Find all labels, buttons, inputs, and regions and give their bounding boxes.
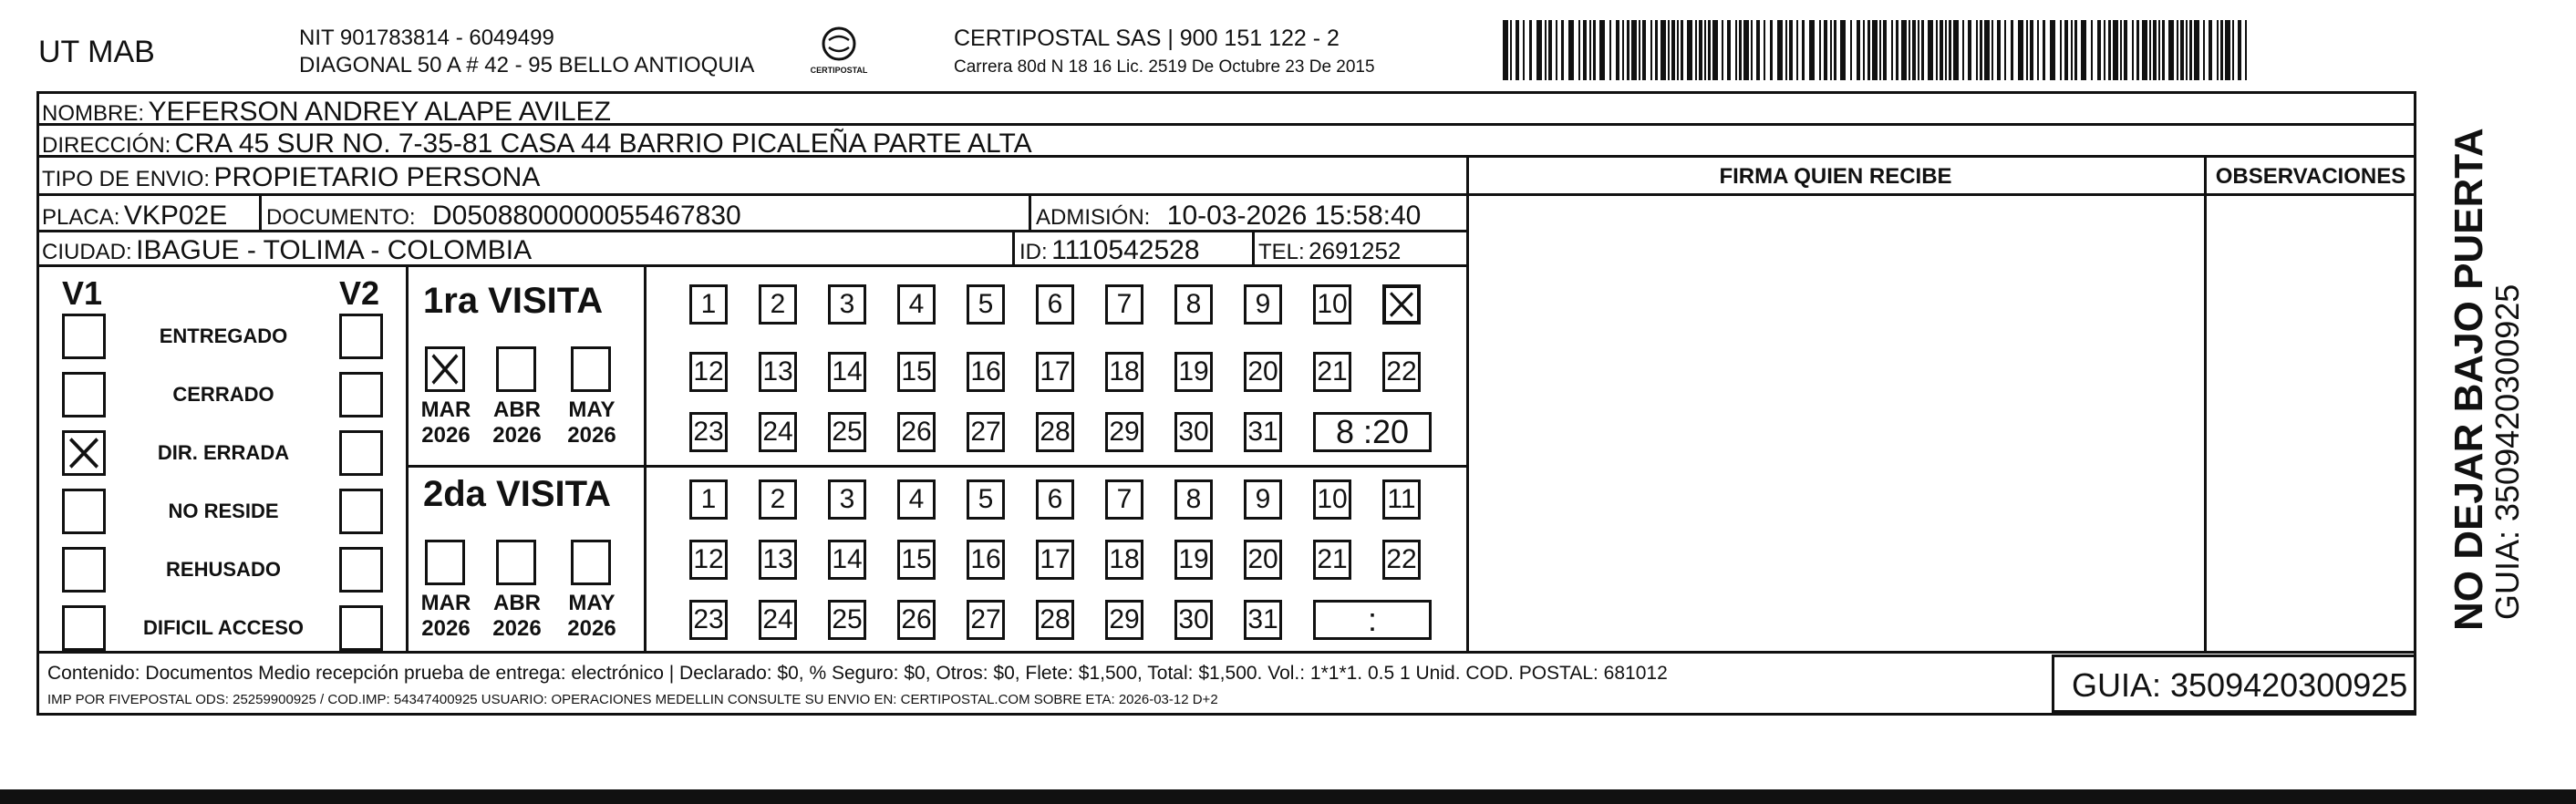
day-box[interactable] [897,479,936,520]
day-number: 17 [1040,356,1071,387]
day-number: 29 [1109,417,1140,447]
day-box[interactable] [967,284,1005,325]
day-box[interactable] [1174,412,1213,452]
month-year: 2026 [492,423,542,448]
day-box[interactable] [1244,479,1282,520]
day-number: 12 [693,356,724,387]
status-label: REHUSADO [166,558,281,581]
certipostal-logo [810,26,868,77]
sender-address: DIAGONAL 50 A # 42 - 95 BELLO ANTIOQUIA [299,53,755,77]
recipient-address: CRA 45 SUR NO. 7-35-81 CASA 44 BARRIO PICALEÑA PARTE ALTA [174,129,1032,159]
day-number: 15 [901,544,932,574]
day-number: 11 [1387,484,1416,514]
day-box[interactable] [1105,284,1143,325]
send-type: PROPIETARIO PERSONA [213,162,541,192]
day-box[interactable] [1244,412,1282,452]
month-checkbox[interactable] [496,540,536,585]
day-box[interactable] [1174,540,1213,580]
day-box[interactable] [689,352,728,392]
document: D0508800000055467830 [432,201,741,231]
footer-guide-number: GUIA: 3509420300925 [2072,666,2408,704]
day-box[interactable] [689,284,728,325]
day-box[interactable] [759,352,797,392]
day-number: 6 [1047,289,1063,319]
v1-checkbox[interactable] [62,314,106,359]
month-checkbox[interactable] [571,346,611,392]
status-label: DIFICIL ACCESO [142,616,304,639]
nit: NIT 901783814 - 6049499 [299,26,554,50]
day-number: 18 [1109,356,1140,387]
day-box[interactable] [1382,352,1421,392]
print-info: IMP POR FIVEPOSTAL ODS: 25259900925 / COD.IMP: 54347400925 USUARIO: OPERACIONES MEDELLIN CONSULTE SU ENVIO EN: CERTIPOSTAL.COM SOBRE ETA: 2026-03-12 D+2 [47,692,1218,707]
v2-checkbox[interactable] [339,430,383,476]
day-number: 25 [832,604,863,634]
name-label: NOMBRE: [42,101,145,126]
day-box[interactable] [1036,284,1074,325]
status-label: NO RESIDE [168,500,279,522]
status-label: CERRADO [172,383,274,406]
side-labels [2416,109,2562,638]
v2-checkbox[interactable] [339,489,383,534]
day-box[interactable] [1313,479,1351,520]
day-box[interactable] [1313,284,1351,325]
day-box[interactable] [1244,284,1282,325]
day-box[interactable] [1313,352,1351,392]
v2-header: V2 [339,274,380,312]
day-number: 12 [693,544,724,574]
month-checkbox[interactable] [425,346,465,392]
day-box[interactable] [897,284,936,325]
month-label: ABR [493,591,541,615]
day-number: 13 [762,544,793,574]
day-number: 13 [762,356,793,387]
day-box[interactable] [1036,540,1074,580]
visit2-title: 2da VISITA [423,474,611,514]
id-row [1019,237,1200,264]
day-number: 3 [839,484,855,514]
observations-header: OBSERVACIONES [2215,164,2406,189]
day-number: 27 [970,417,1001,447]
month-label: MAY [568,591,616,615]
month-label: MAY [568,397,616,422]
day-box[interactable] [967,540,1005,580]
day-number: 5 [978,289,994,319]
content-declaration: Contenido: Documentos Medio recepción prueba de entrega: electrónico | Declarado: $0, % Seguro: $0, Otros: $0, Flete: $1,500, Total: $1,500. Vol.: 1*1*1. 0.5 1 Unid. COD. POSTAL: 681012 [47,663,1668,684]
tel-number: 2691252 [1309,237,1402,264]
side-guide-number: GUIA: 3509420300925 [2488,283,2526,620]
time-box[interactable]: 8 :20 [1313,412,1432,452]
month-label: ABR [493,397,541,422]
day-number: 19 [1178,356,1209,387]
day-box[interactable] [1036,412,1074,452]
document-row [266,202,741,230]
v2-checkbox[interactable] [339,605,383,651]
day-box[interactable] [1174,352,1213,392]
day-number: 2 [770,289,786,319]
day-box[interactable] [897,540,936,580]
day-box[interactable] [1036,352,1074,392]
day-number: 8 [1185,484,1202,514]
v2-checkbox[interactable] [339,372,383,417]
month-checkbox[interactable] [571,540,611,585]
day-number: 14 [832,356,863,387]
month-year: 2026 [567,616,616,641]
day-box[interactable] [828,284,866,325]
day-number: 9 [1255,289,1271,319]
day-box[interactable] [689,540,728,580]
day-box[interactable] [1244,352,1282,392]
day-number: 8 [1185,289,1202,319]
status-label: ENTREGADO [159,325,288,347]
day-number: 17 [1040,544,1071,574]
day-number: 23 [693,604,724,634]
day-number: 7 [1116,484,1133,514]
day-number: 16 [970,544,1001,574]
day-box[interactable] [828,352,866,392]
day-box[interactable] [1174,479,1213,520]
carrier-name: CERTIPOSTAL SAS | 900 151 122 - 2 [954,26,1340,51]
time-box[interactable]: : [1313,600,1432,640]
day-box[interactable] [759,284,797,325]
no-dejar-bajo-puerta: NO DEJAR BAJO PUERTA [2447,128,2491,631]
day-number: 4 [908,484,925,514]
address-label: DIRECCIÓN: [42,133,171,158]
day-box[interactable] [1105,412,1143,452]
day-box[interactable] [1244,600,1282,640]
day-box[interactable] [1036,479,1074,520]
status-label: DIR. ERRADA [157,441,290,464]
v1-checkbox[interactable] [62,605,106,651]
day-box[interactable] [1244,540,1282,580]
day-box[interactable] [1382,479,1421,520]
day-number: 31 [1247,604,1278,634]
day-box[interactable] [967,600,1005,640]
day-number: 21 [1317,356,1348,387]
day-number: 16 [970,356,1001,387]
day-number: 20 [1247,356,1278,387]
plate-row [42,202,227,230]
admission-label: ADMISIÓN: [1036,205,1151,230]
plate: VKP02E [123,201,228,231]
day-number: 9 [1255,484,1271,514]
month-checkbox[interactable] [425,540,465,585]
day-box[interactable] [897,352,936,392]
day-box[interactable] [828,540,866,580]
day-box[interactable] [759,412,797,452]
day-box[interactable] [759,600,797,640]
month-checkbox[interactable] [496,346,536,392]
city-label: CIUDAD: [42,240,132,264]
day-number: 4 [908,289,925,319]
day-number: 18 [1109,544,1140,574]
send-type-label: TIPO DE ENVIO: [42,167,211,191]
v1-checkbox[interactable] [62,430,106,476]
id-label: ID: [1019,240,1048,264]
day-box[interactable] [1174,600,1213,640]
day-box[interactable] [689,600,728,640]
day-box[interactable] [828,412,866,452]
day-number: 28 [1040,604,1071,634]
tel-row [1258,239,1401,263]
carrier-license: Carrera 80d N 18 16 Lic. 2519 De Octubre 23 De 2015 [954,57,1375,77]
day-box[interactable] [1313,540,1351,580]
day-box[interactable] [1105,352,1143,392]
day-number: 2 [770,484,786,514]
admission-row [1036,202,1421,230]
day-number: 23 [693,417,724,447]
day-box[interactable] [828,600,866,640]
day-number: 21 [1317,544,1348,574]
day-box[interactable] [1382,540,1421,580]
day-number: 10 [1317,484,1348,514]
tel-label: TEL: [1258,240,1305,264]
day-box[interactable] [1382,284,1421,325]
day-number: 10 [1317,289,1348,319]
month-year: 2026 [421,423,471,448]
plate-label: PLACA: [42,205,120,230]
day-box[interactable] [759,479,797,520]
day-box[interactable] [1105,600,1143,640]
day-number: 24 [762,417,793,447]
recipient-name: YEFERSON ANDREY ALAPE AVILEZ [148,97,611,127]
day-box[interactable] [759,540,797,580]
day-number: 14 [832,544,863,574]
id-number: 1110542528 [1051,235,1200,265]
day-box[interactable] [897,600,936,640]
day-number: 26 [901,417,932,447]
day-box[interactable] [967,412,1005,452]
day-number: 26 [901,604,932,634]
v1-header: V1 [62,274,103,312]
v2-checkbox[interactable] [339,547,383,593]
city: IBAGUE - TOLIMA - COLOMBIA [136,235,533,265]
month-label: MAR [420,591,471,615]
day-box[interactable] [967,479,1005,520]
day-number: 31 [1247,417,1278,447]
address-row [42,130,1032,158]
day-number: 30 [1178,417,1209,447]
day-number: 30 [1178,604,1209,634]
bottom-edge [0,789,2576,804]
day-number: 1 [700,289,717,319]
v1-checkbox[interactable] [62,547,106,593]
day-number: 22 [1386,356,1417,387]
day-box[interactable] [1036,600,1074,640]
day-number: 22 [1386,544,1417,574]
day-number: 19 [1178,544,1209,574]
month-label: MAR [420,397,471,422]
document-label: DOCUMENTO: [266,205,416,230]
day-number: 29 [1109,604,1140,634]
day-number: 24 [762,604,793,634]
day-number: 28 [1040,417,1071,447]
v2-checkbox[interactable] [339,314,383,359]
day-box[interactable] [689,412,728,452]
day-number: 15 [901,356,932,387]
city-row [42,237,532,264]
day-box[interactable] [967,352,1005,392]
day-box[interactable] [828,479,866,520]
month-year: 2026 [421,616,471,641]
day-number: 7 [1116,289,1133,319]
day-box[interactable] [1174,284,1213,325]
day-number: 5 [978,484,994,514]
month-year: 2026 [492,616,542,641]
day-box[interactable] [897,412,936,452]
day-number: 27 [970,604,1001,634]
day-number: 3 [839,289,855,319]
name-row [42,98,611,126]
day-number: 6 [1047,484,1063,514]
v1-checkbox[interactable] [62,489,106,534]
admission-date: 10-03-2026 15:58:40 [1166,201,1422,231]
v1-checkbox[interactable] [62,372,106,417]
day-box[interactable] [1105,540,1143,580]
day-box[interactable] [689,479,728,520]
svg-text:CERTIPOSTAL: CERTIPOSTAL [810,66,868,75]
day-box[interactable] [1105,479,1143,520]
day-number: 20 [1247,544,1278,574]
barcode [1503,20,2250,80]
day-number: 25 [832,417,863,447]
day-number: 1 [700,484,717,514]
send-type-row [42,164,540,191]
month-year: 2026 [567,423,616,448]
signature-header: FIRMA QUIEN RECIBE [1719,164,1952,189]
company-name: UT MAB [38,35,155,69]
visit1-title: 1ra VISITA [423,281,604,321]
